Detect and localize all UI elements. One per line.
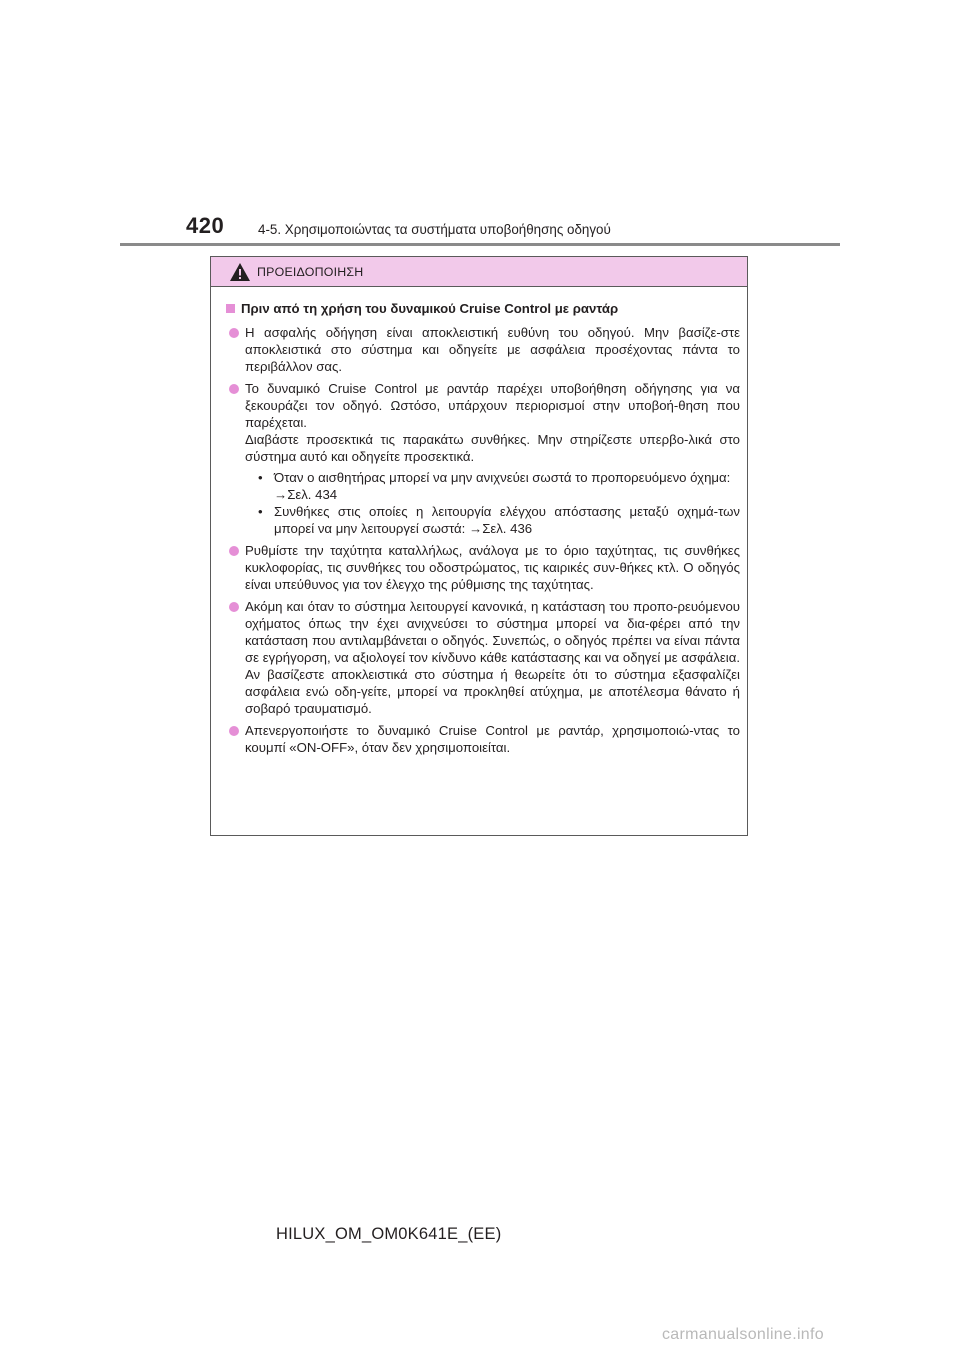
header-divider <box>120 243 840 246</box>
bullet-text: Η ασφαλής οδήγηση είναι αποκλειστική ευθύνη του οδηγού. Μην βασίζε-στε αποκλειστικά στο σύστημα και οδηγείτε με ασφάλεια προσέχοντας πάντα το περιβάλλον σας. <box>245 325 740 374</box>
bullet-text: Διαβάστε προσεκτικά τις παρακάτω συνθήκες. Μην στηρίζεστε υπερβο-λικά στο σύστημα αυτό και οδηγείτε προσεκτικά. <box>245 432 740 464</box>
page-header <box>0 0 960 250</box>
subheading-text: Πριν από τη χρήση του δυναμικού Cruise Control με ραντάρ <box>241 301 619 316</box>
bullet-text: Ρυθμίστε την ταχύτητα καταλλήλως, ανάλογα με το όριο ταχύτητας, τις συνθήκες κυκλοφορίας, τις συνθήκες του οδοστρώματος, τις καιρικές συν-θήκες κτλ. Ο οδηγός είναι υπεύθυνος για τον έλεγχο της ρύθμισης της ταχύτητας. <box>245 543 740 592</box>
bullet-text-block <box>245 380 740 465</box>
bullet-dot-icon <box>229 546 239 556</box>
page-reference-link[interactable]: Σελ. 434 <box>287 487 338 502</box>
bullet-dot-icon <box>229 602 239 612</box>
section-title: 4-5. Χρησιμοποιώντας τα συστήματα υποβοήθησης οδηγού <box>258 222 611 237</box>
sub-bullet-marker: • <box>258 504 263 519</box>
warning-body <box>211 287 747 756</box>
list-item <box>226 380 740 465</box>
arrow-right-icon: → <box>274 487 288 502</box>
list-item <box>226 324 740 375</box>
sub-bullet-marker: • <box>258 470 263 485</box>
list-item <box>226 722 740 756</box>
page-reference-link[interactable]: Σελ. 436 <box>482 521 533 536</box>
warning-label: ΠΡΟΕΙΔΟΠΟΙΗΣΗ <box>257 264 364 279</box>
list-item <box>226 542 740 593</box>
bullet-dot-icon <box>229 726 239 736</box>
warning-box <box>210 256 748 836</box>
document-code: HILUX_OM_OM0K641E_(EE) <box>276 1225 502 1243</box>
sub-list-item <box>258 503 740 537</box>
page-number: 420 <box>186 213 225 238</box>
sub-list-item <box>258 469 740 503</box>
bullet-dot-icon <box>229 384 239 394</box>
list-item <box>226 598 740 717</box>
warning-triangle-icon <box>229 262 251 282</box>
sub-item-text: Όταν ο αισθητήρας μπορεί να μην ανιχνεύει σωστά το προπορευόμενο όχημα: <box>274 470 731 485</box>
watermark: carmanualsonline.info <box>662 1326 824 1343</box>
bullet-text: Απενεργοποιήστε το δυναμικό Cruise Control με ραντάρ, χρησιμοποιώ-ντας το κουμπί «ON-OFF», όταν δεν χρησιμοποιείται. <box>245 723 740 755</box>
warning-header <box>211 257 747 287</box>
square-bullet-icon <box>226 304 235 313</box>
bullet-text: Ακόμη και όταν το σύστημα λειτουργεί κανονικά, η κατάσταση του προπο-ρευόμενου οχήματος όπως την έχει ανιχνεύσει το σύστημα μπορεί να δια-φέρει από την κατάσταση που αντιλαμβάνεται ο οδηγός. Συνεπώς, ο οδηγός πρέπει να είναι πάντα σε εγρήγορση, να αξιολογεί τον κίνδυνο κάθε κατάστασης και να οδηγεί με ασφάλεια. Αν βασίζεστε αποκλειστικά στο σύστημα ή θεωρείτε ότι το σύστημα εξασφαλίζει ασφάλεια ενώ οδη-γείτε, μπορεί να προκληθεί ατύχημα, με αποτέλεσμα θάνατο ή σοβαρό τραυματισμό. <box>245 599 740 716</box>
sub-item-text: Συνθήκες στις οποίες η λειτουργία ελέγχου απόστασης μεταξύ οχημά-των μπορεί να μην λειτουργεί σωστά: <box>274 504 740 536</box>
bullet-text: Το δυναμικό Cruise Control με ραντάρ παρέχει υποβοήθηση οδήγησης για να ξεκουράζει τον οδηγό. Ωστόσο, υπάρχουν περιορισμοί στην υποβοή-θηση που παρέχεται. <box>245 381 740 430</box>
bullet-dot-icon <box>229 328 239 338</box>
arrow-right-icon: → <box>469 521 483 536</box>
sub-list <box>258 469 740 537</box>
warning-subheading <box>226 300 740 317</box>
